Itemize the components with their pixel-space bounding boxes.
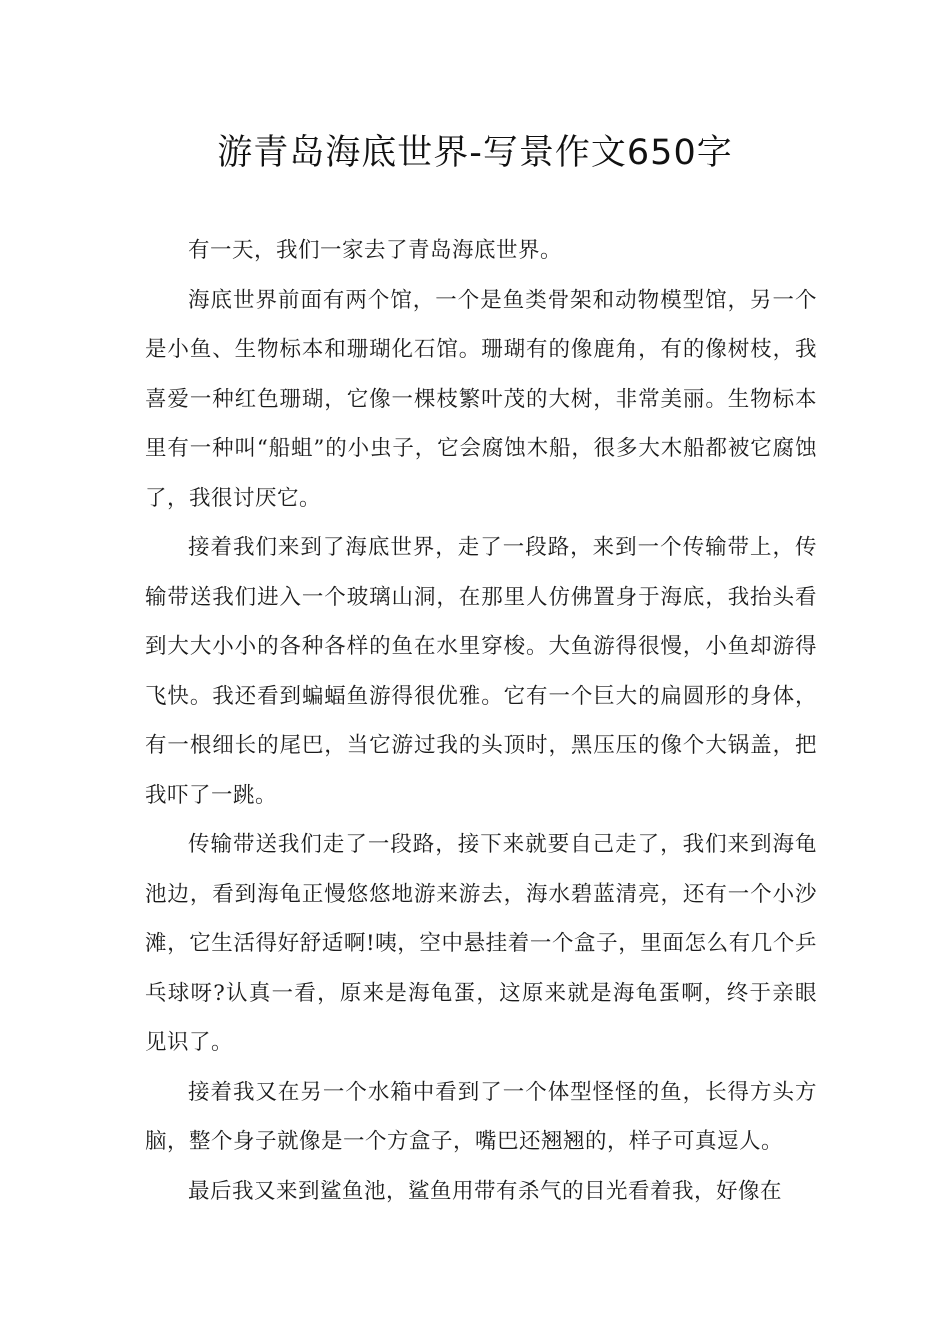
- paragraph: 接着我又在另一个水箱中看到了一个体型怪怪的鱼，长得方头方脑，整个身子就像是一个方盒子，嘴巴还翘翘的，样子可真逗人。: [145, 1079, 817, 1154]
- paragraph: 传输带送我们走了一段路，接下来就要自己走了，我们来到海龟池边，看到海龟正慢悠悠地游来游去，海水碧蓝清亮，还有一个小沙滩，它生活得好舒适啊!咦，空中悬挂着一个盒子，里面怎么有几个乒乓球呀?认真一看，原来是海龟蛋，这原来就是海龟蛋啊，终于亲眼见识了。: [145, 832, 817, 1055]
- paragraph: 海底世界前面有两个馆，一个是鱼类骨架和动物模型馆，另一个是小鱼、生物标本和珊瑚化石馆。珊瑚有的像鹿角，有的像树枝，我喜爱一种红色珊瑚，它像一棵枝繁叶茂的大树，非常美丽。生物标本里有一种叫“船蛆”的小虫子，它会腐蚀木船，很多大木船都被它腐蚀了，我很讨厌它。: [145, 287, 817, 511]
- paragraph: 有一天，我们一家去了青岛海底世界。: [188, 238, 563, 263]
- paragraph: 接着我们来到了海底世界，走了一段路，来到一个传输带上，传输带送我们进入一个玻璃山洞，在那里人仿佛置身于海底，我抬头看到大大小小的各种各样的鱼在水里穿梭。大鱼游得很慢，小鱼却游得飞快。我还看到蝙蝠鱼游得很优雅。它有一个巨大的扁圆形的身体，有一根细长的尾巴，当它游过我的头顶时，黑压压的像个大锅盖，把我吓了一跳。: [145, 535, 817, 808]
- document-title: 游青岛海底世界-写景作文650字: [217, 133, 733, 173]
- paragraph: 最后我又来到鲨鱼池，鲨鱼用带有杀气的目光看着我，好像在: [188, 1178, 783, 1204]
- document-body: [145, 226, 817, 1216]
